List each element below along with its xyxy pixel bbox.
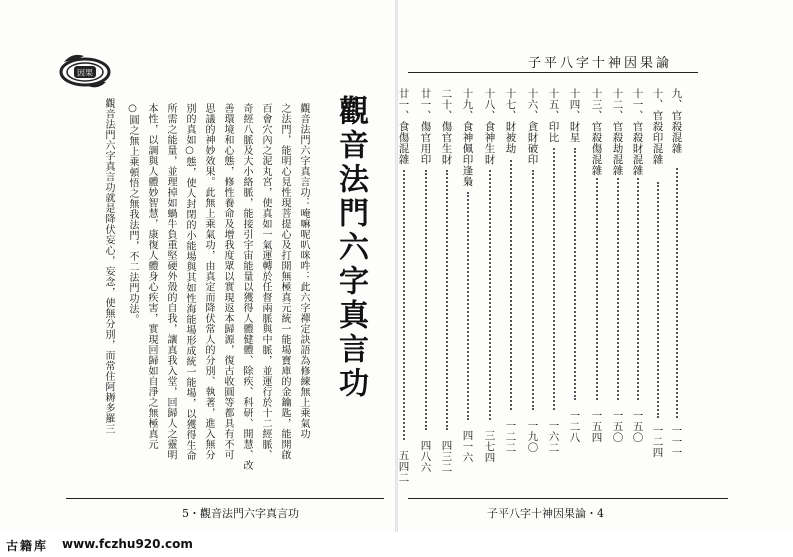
toc-page-number: 四一六 — [461, 430, 474, 463]
toc-item: 十八、食神生財 — [483, 88, 496, 165]
page-title: 觀音法門六字真言功 — [333, 95, 368, 401]
page-footer: 5・觀音法門六字真言功 — [182, 507, 299, 520]
body-column-10: ○圓之無上乘頓悟之無我法門，不二法門功法。 — [127, 103, 138, 325]
toc-item: 十九、食神佩印逢梟 — [461, 88, 474, 187]
toc-item: 十六、貪財破印 — [526, 88, 539, 165]
toc-page-number: 一一一 — [670, 425, 683, 458]
toc-item: 十、官殺印混雜 — [651, 88, 664, 165]
toc-item: 廿一、傷官用印 — [419, 88, 432, 165]
toc-item: 十二、官殺劫混雜 — [611, 88, 624, 176]
dragon-scroll-logo-icon — [58, 50, 112, 90]
toc-page-number: 一二二 — [504, 420, 517, 453]
body-column-8: 所需之能量，並理掉如蝸牛負重堅硬外殼的自我，讓真我入堂，回歸人之靈明 — [165, 103, 176, 460]
toc-item: 十五、印比 — [547, 88, 560, 143]
toc-page-number: 一九〇 — [526, 420, 539, 453]
toc-leader — [596, 178, 598, 400]
toc-leader — [532, 170, 534, 410]
toc-leader — [574, 148, 576, 400]
toc-page-number: 四八六 — [419, 440, 432, 473]
toc-item: 十七、財被劫 — [504, 88, 517, 154]
toc-page-number: 一二四 — [651, 425, 664, 458]
toc-item: 十三、官殺傷混雜 — [590, 88, 603, 176]
body-column-6: 思議的神妙效果。此無上乘氣功，由真定而降伏常人的分別、執著，進入無分 — [203, 103, 214, 460]
toc-leader — [657, 182, 659, 418]
page-footer-right: 子平八字十神因果論・4 — [487, 507, 604, 520]
toc-leader — [489, 170, 491, 420]
body-column-11: 觀音法門六字真言功就是降伏妄心，妄念，使無分別，而常住阿耨多羅三 — [103, 98, 114, 434]
toc-page-number: 一二八 — [568, 410, 581, 443]
toc-leader — [467, 192, 469, 420]
body-column-7: 別的真如○態，使人封閉的小能場與其如性海能場形成統一能場，以獲得生命 — [184, 103, 195, 461]
watermark-site-name: 古籍库 — [6, 539, 49, 553]
toc-leader — [446, 170, 448, 430]
toc-leader — [553, 148, 555, 410]
toc-page-number: 三七四 — [483, 430, 496, 463]
toc-page-number: 一六二 — [547, 420, 560, 453]
footer-rule-right — [408, 498, 728, 499]
body-column-3: 百會穴內之泥丸宮，使真如一氣運轉於任督兩脈與中脈，並運行於十二經脈、 — [260, 103, 271, 460]
body-column-5: 善環境和心態，修性養命及增我度眾以實現返本歸源，復古收圓等都具有不可 — [222, 103, 233, 460]
footer-rule — [66, 498, 384, 499]
toc-page-number: 四三二 — [440, 440, 453, 473]
toc-leader — [425, 170, 427, 430]
toc-item: 九、官殺混雜 — [670, 88, 683, 154]
toc-leader — [617, 178, 619, 400]
watermark-bar — [0, 532, 793, 557]
toc-item: 十四、財星 — [568, 88, 581, 143]
body-column-9: 本性，以調與人體妙智慧，康復人體身心疾害，實現回歸如自淨之無極真元 — [146, 103, 157, 450]
toc-page-number: 一五四 — [590, 410, 603, 443]
toc-leader — [676, 168, 678, 418]
toc-item: 廿一、食傷混雜 — [397, 88, 410, 165]
body-column-1: 觀音法門六字真言功：唵嘛呢叭咪吽：此六字禪定訣語為修練無上乘氣功 — [298, 103, 309, 439]
toc-leader — [510, 160, 512, 410]
header-rule — [408, 72, 698, 73]
toc-page-number: 一五〇 — [631, 410, 644, 443]
body-column-4: 奇經八脈及大小絡脈，能接引宇宙能量以獲得人體健體、除疾、科研、開慧、改 — [241, 103, 252, 471]
running-header: 子平八字十神因果論 — [528, 56, 673, 71]
watermark-url[interactable]: www.fczhu920.com — [62, 537, 193, 551]
toc-page-number: 五四二 — [397, 450, 410, 483]
toc-item: 十一、官殺財混雜 — [631, 88, 644, 176]
body-column-2: 之法門，能明心見性現菩提心及打開無極真元統一能場寶庫的金鑰匙，能開啟 — [279, 103, 290, 460]
left-page — [0, 0, 396, 532]
toc-page-number: 一五〇 — [611, 410, 624, 443]
toc-leader — [403, 170, 405, 440]
svg-text:因果: 因果 — [77, 68, 93, 78]
toc-item: 二十、傷官生財 — [440, 88, 453, 165]
toc-leader — [637, 178, 639, 400]
